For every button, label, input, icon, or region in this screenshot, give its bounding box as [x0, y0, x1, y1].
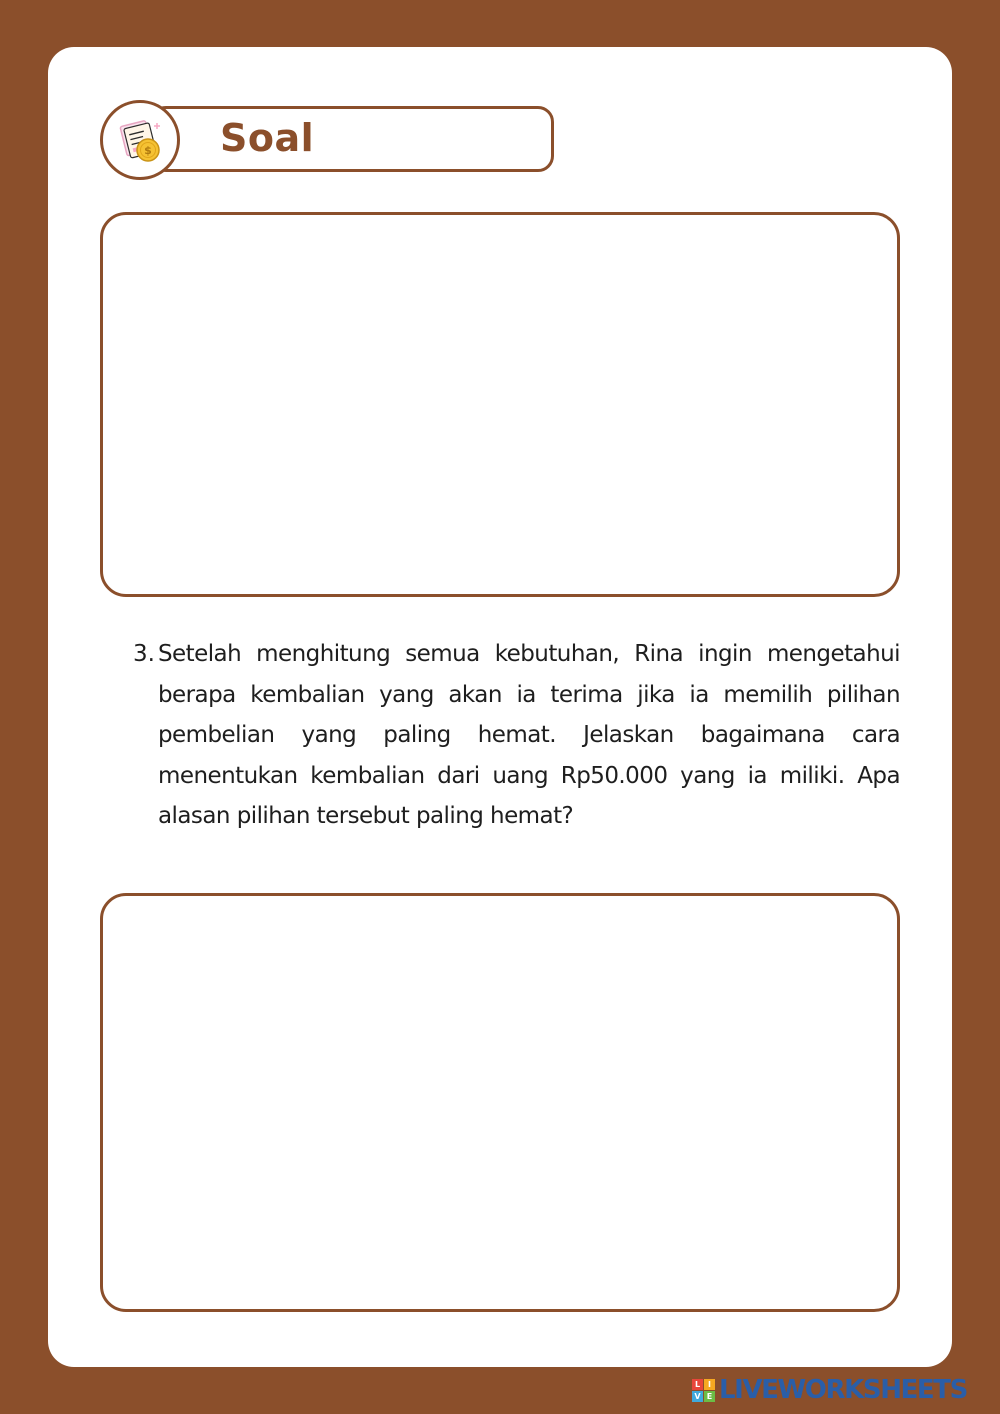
question-3	[133, 634, 900, 837]
header-banner	[150, 106, 554, 172]
logo-letter-v: V	[692, 1391, 703, 1402]
header-icon-badge	[100, 100, 180, 180]
watermark-text: LIVEWORKSHEETS	[719, 1375, 967, 1405]
liveworksheets-watermark	[692, 1376, 967, 1404]
receipt-coin-icon	[113, 113, 167, 167]
liveworksheets-logo	[692, 1379, 715, 1402]
answer-box-2[interactable]	[100, 893, 900, 1312]
logo-letter-l: L	[692, 1379, 703, 1390]
question-text: Setelah menghitung semua kebutuhan, Rina ingin mengetahui berapa kembalian yang akan ia terima jika ia memilih pilihan pembelian yang paling hemat. Jelaskan bagaimana cara menentukan kembalian dari uang Rp50.000 yang ia miliki. Apa alasan pilihan tersebut paling hemat?	[158, 641, 900, 830]
answer-box-1[interactable]	[100, 212, 900, 597]
svg-text:$: $	[144, 144, 152, 157]
page-title: Soal	[220, 116, 315, 160]
logo-letter-e: E	[704, 1391, 715, 1402]
question-number: 3.	[133, 641, 155, 667]
logo-letter-i: I	[704, 1379, 715, 1390]
